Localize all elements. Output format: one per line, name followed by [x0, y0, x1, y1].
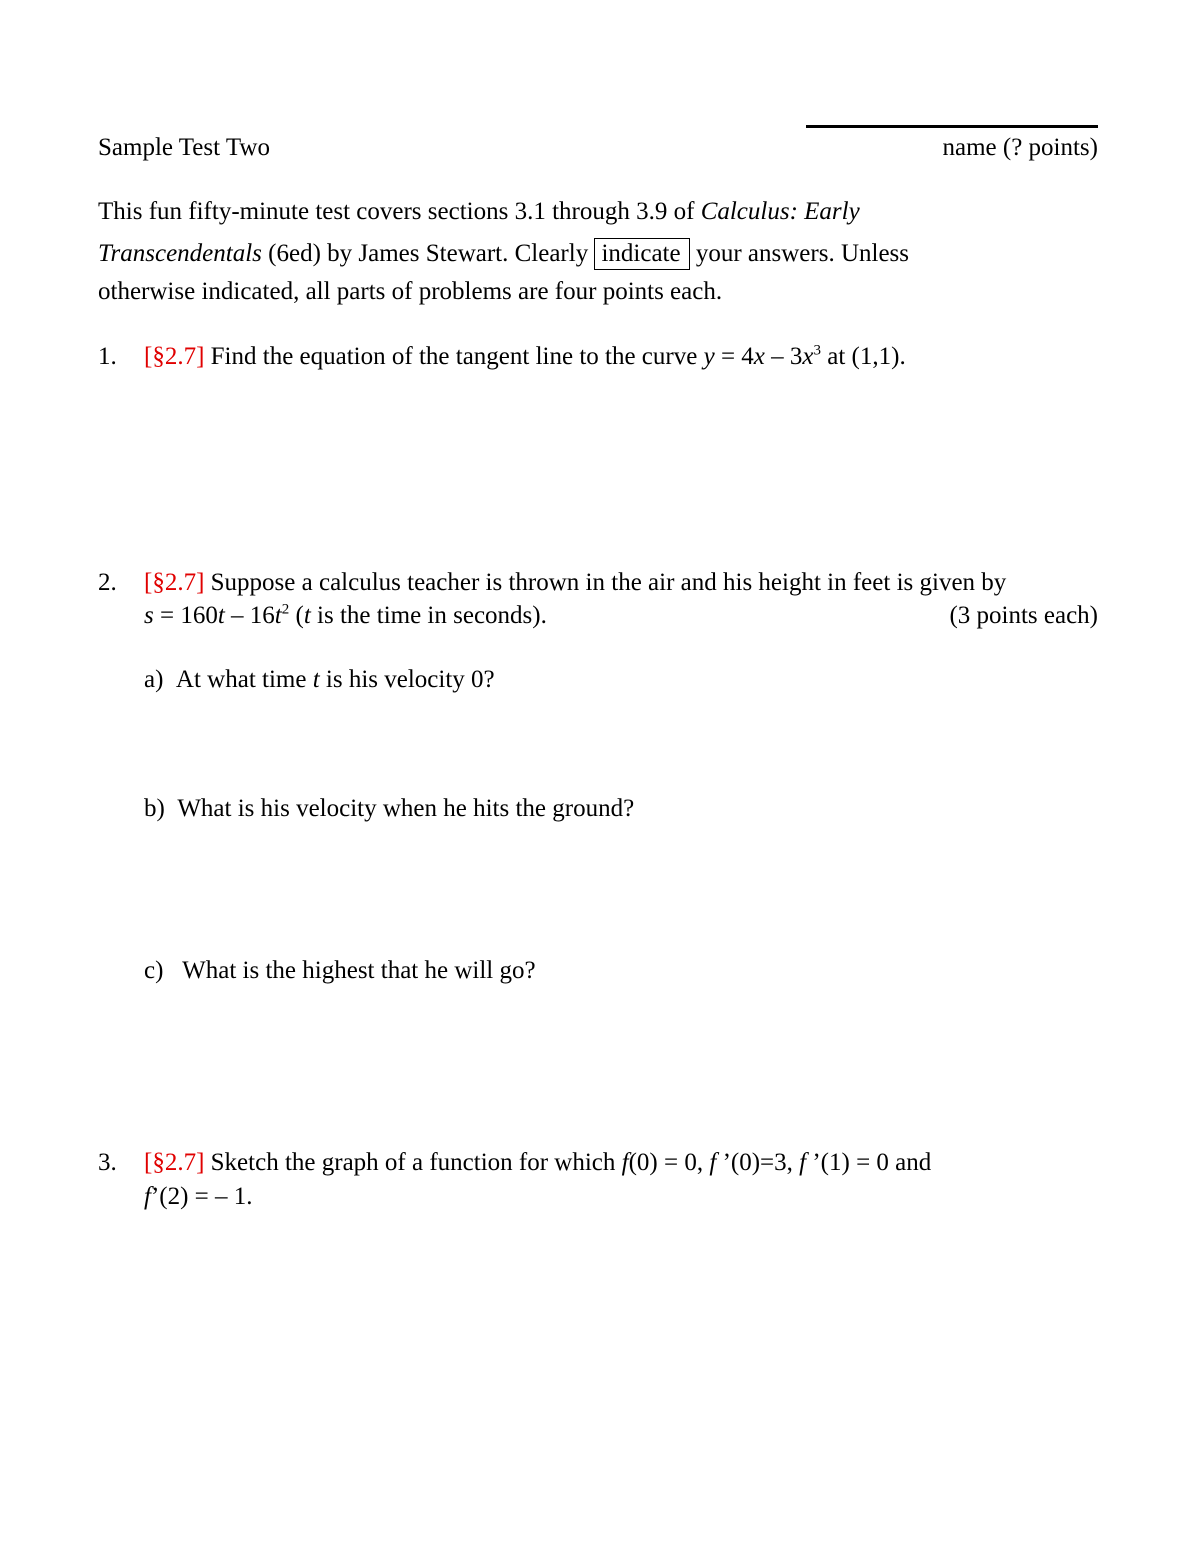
var-f: f	[799, 1149, 807, 1176]
part-c	[144, 957, 536, 985]
intro-line-1	[98, 198, 860, 226]
var-t: t	[312, 666, 320, 693]
section-ref: [§2.7]	[144, 1149, 205, 1176]
exponent: 3	[813, 342, 822, 359]
eq-part: – 16	[224, 602, 275, 629]
exponent: 2	[281, 601, 290, 618]
part-label: c)	[144, 957, 164, 984]
part-text: At what time	[175, 666, 313, 693]
eq-part: – 3	[764, 343, 803, 370]
problem-3	[98, 1149, 931, 1177]
problem-number: 3.	[98, 1149, 117, 1176]
name-blank-line	[806, 125, 1098, 128]
eq-part: ’(1) = 0 and	[806, 1149, 932, 1176]
problem-text: Sketch the graph of a function for which	[204, 1149, 622, 1176]
eq-part: ’(0)=3,	[716, 1149, 800, 1176]
section-ref: [§2.7]	[144, 343, 205, 370]
eq-part: (0) = 0,	[628, 1149, 710, 1176]
intro-text: (6ed) by James Stewart. Clearly	[261, 240, 595, 267]
part-text: is his velocity 0?	[319, 666, 495, 693]
eq-part: = 4	[714, 343, 754, 370]
var-f: f	[709, 1149, 717, 1176]
part-b	[144, 795, 634, 823]
var-t: t	[303, 602, 311, 629]
problem-text: Suppose a calculus teacher is thrown in the air and his height in feet is given by	[204, 569, 1007, 596]
eq-part: ’(2) = – 1.	[150, 1183, 253, 1210]
problem-number: 1.	[98, 343, 117, 370]
intro-text: your answers. Unless	[689, 240, 910, 267]
var-t: t	[274, 602, 282, 629]
problem-text: Find the equation of the tangent line to the curve	[204, 343, 704, 370]
var-y: y	[703, 343, 715, 370]
part-a	[144, 666, 495, 694]
part-label: a)	[144, 666, 164, 693]
intro-text: This fun fifty-minute test covers sections 3.1 through 3.9 of	[98, 198, 701, 225]
problem-1	[98, 343, 906, 371]
eq-part: is the time in seconds).	[310, 602, 547, 629]
name-label: name (? points)	[942, 134, 1098, 161]
var-t: t	[217, 602, 225, 629]
part-text: What is the highest that he will go?	[182, 957, 536, 984]
problem-2-equation	[144, 602, 547, 630]
var-f: f	[621, 1149, 629, 1176]
part-label: b)	[144, 795, 165, 822]
problem-number: 2.	[98, 569, 117, 596]
eq-part: (	[289, 602, 304, 629]
eq-part: = 160	[153, 602, 218, 629]
var-f: f	[144, 1183, 151, 1210]
test-title: Sample Test Two	[98, 134, 270, 161]
var-x: x	[753, 343, 765, 370]
var-s: s	[144, 602, 154, 629]
part-text: What is his velocity when he hits the ground?	[177, 795, 635, 822]
var-x: x	[802, 343, 814, 370]
problem-text: at (1,1).	[821, 343, 906, 370]
intro-line-2	[98, 238, 909, 270]
problem-3-cont	[144, 1183, 253, 1211]
section-ref: [§2.7]	[144, 569, 205, 596]
boxed-word: indicate	[594, 238, 689, 270]
problem-2	[98, 569, 1006, 597]
intro-line-3: otherwise indicated, all parts of problems are four points each.	[98, 278, 723, 305]
book-title-cont: Transcendentals	[98, 240, 262, 267]
points-note: (3 points each)	[949, 602, 1098, 629]
book-title: Calculus: Early	[700, 198, 860, 225]
